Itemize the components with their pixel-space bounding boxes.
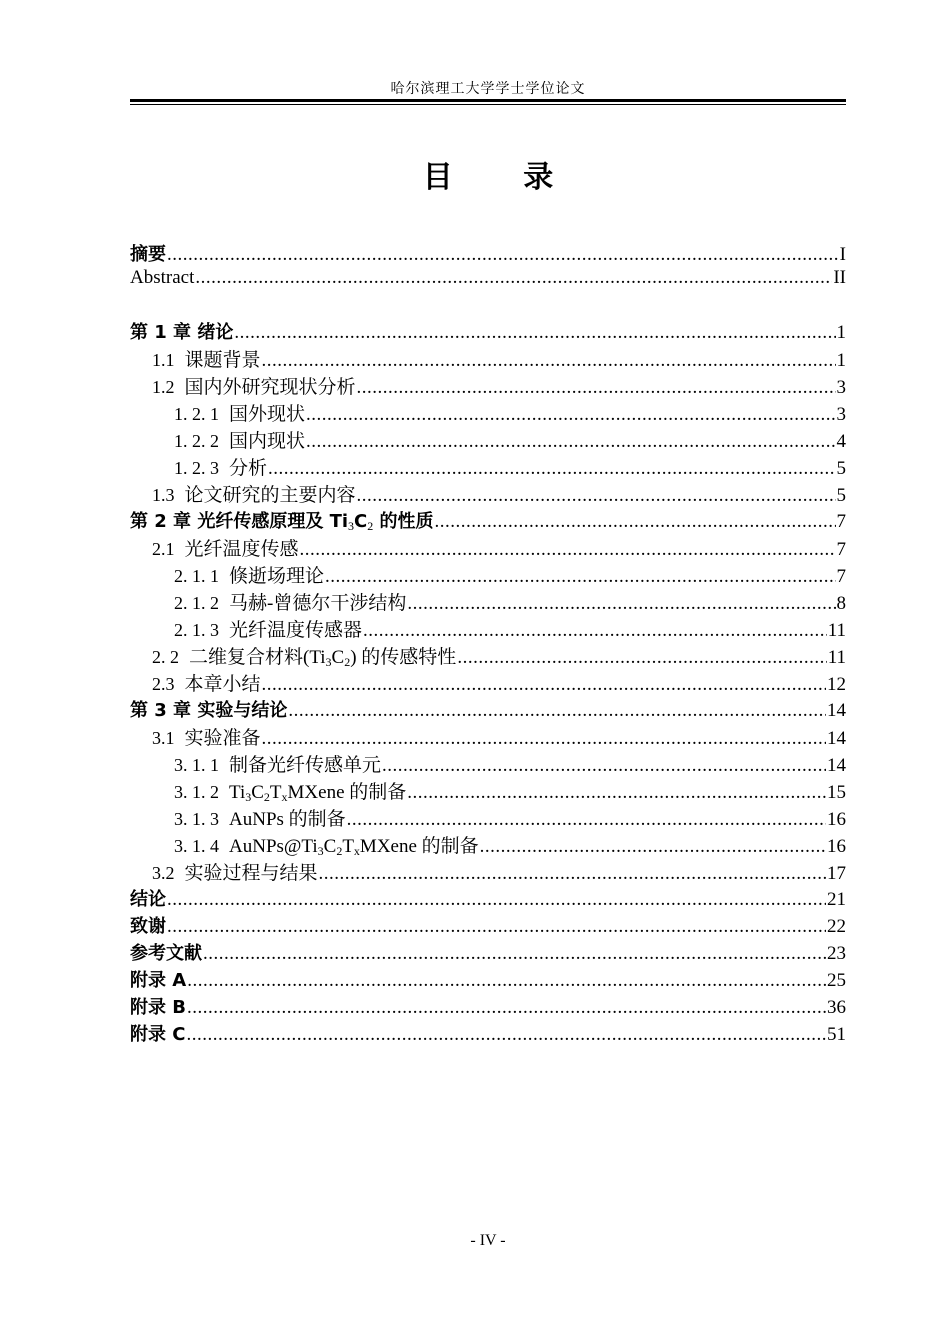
toc-leader-dots [306,404,835,426]
toc-leader-dots [268,458,835,480]
toc-leader-dots [407,782,826,804]
toc-entry-label: 光纤温度传感 [184,539,299,560]
toc-leader-dots [195,267,832,289]
toc-entry[interactable] [130,453,846,480]
toc-entry-label: Abstract [130,267,195,288]
toc-entry-page: 1 [836,322,846,343]
toc-entry-label: 制备光纤传感单元 [229,755,382,776]
toc-entry-page: 3 [836,377,846,398]
toc-leader-dots [234,322,835,344]
toc-entry-page: 8 [836,593,846,614]
toc-entry[interactable] [130,588,846,615]
toc-entry-page: 23 [827,943,846,964]
toc-entry-page: 14 [827,700,846,721]
toc-entry-number: 2.1 [152,539,175,559]
toc-entry-label: 分析 [229,458,268,479]
toc-entry-label: AuNPs 的制备 [229,809,346,830]
toc-title: 目 录 [422,160,584,195]
toc-leader-dots [325,566,835,588]
toc-entry-page: 5 [836,485,846,506]
toc-entry-number: 2. 1. 1 [174,566,219,586]
toc-entry[interactable] [130,966,846,993]
toc-leader-dots [319,863,826,885]
toc-entry-number: 3. 1. 2 [174,782,219,802]
toc-entry-number: 3. 1. 4 [174,836,219,856]
toc-entry-number: 2. 1. 2 [174,593,219,613]
toc-entry-label: 结论 [130,889,166,910]
toc-entry-page: 21 [827,889,846,910]
toc-entry-page: 22 [827,916,846,937]
toc-entry-page: 36 [827,997,846,1018]
toc-entry-number: 1. 2. 2 [174,431,219,451]
toc-entry[interactable] [130,669,846,696]
toc-entry-label: 第 2 章 光纤传感原理及 $Ti_3C_2$ 的性质 [130,511,434,533]
toc-entry-page: 14 [827,755,846,776]
toc-leader-dots [347,809,826,831]
toc-entry[interactable] [130,267,846,294]
toc-entry[interactable] [130,399,846,426]
toc-leader-dots [167,244,839,266]
toc-leader-dots [203,943,826,965]
toc-leader-dots [407,593,835,615]
toc-entry-number: 3.1 [152,728,175,748]
toc-entry-label: 摘要 [130,244,166,265]
toc-entry-label: 马赫-曾德尔干涉结构 [229,593,407,614]
toc-entry-page: 51 [827,1024,846,1045]
toc-entry-label: 第 3 章 实验与结论 [130,700,288,721]
toc-entry-page: I [839,244,846,265]
toc-entry[interactable] [130,993,846,1020]
toc-entry-page: 15 [827,782,846,803]
toc-entry[interactable] [130,345,846,372]
table-of-contents [130,240,846,1047]
toc-entry[interactable] [130,831,846,858]
toc-entry-label: 第 1 章 绪论 [130,322,234,343]
toc-leader-dots [457,647,826,669]
toc-entry-number: 3.2 [152,863,175,883]
toc-entry-label: 光纤温度传感器 [229,620,363,641]
toc-entry-number: 3. 1. 1 [174,755,219,775]
toc-entry[interactable] [130,804,846,831]
toc-entry[interactable] [130,777,846,804]
toc-entry[interactable] [130,1020,846,1047]
toc-entry-page: 16 [827,809,846,830]
toc-entry[interactable] [130,534,846,561]
toc-entry-number: 2. 2 [152,647,179,667]
toc-entry-label: 附录 A [130,970,187,991]
toc-entry-page: 25 [827,970,846,991]
toc-entry-page: 17 [827,863,846,884]
toc-entry[interactable] [130,480,846,507]
header-rule-thin [130,104,846,105]
toc-entry-label: 国外现状 [229,404,306,425]
toc-leader-dots [382,755,826,777]
toc-entry-label: 论文研究的主要内容 [184,485,356,506]
toc-entry[interactable] [130,561,846,588]
toc-entry-page: 7 [836,511,846,532]
toc-entry-page: 16 [827,836,846,857]
toc-entry-label: 二维复合材料$(Ti_3C_2)$ 的传感特性 [189,647,457,669]
toc-leader-dots [357,485,836,507]
toc-entry-label: 附录 C [130,1024,186,1045]
toc-entry-number: 2. 1. 3 [174,620,219,640]
toc-entry-number: 1. 2. 1 [174,404,219,424]
toc-entry[interactable] [130,426,846,453]
toc-entry-number: 1. 2. 3 [174,458,219,478]
toc-leader-dots [262,674,826,696]
toc-entry-number: 1.1 [152,350,175,370]
toc-entry-page: 3 [836,404,846,425]
toc-entry[interactable] [130,240,846,267]
toc-entry-label: 课题背景 [184,350,261,371]
toc-leader-dots [262,350,836,372]
toc-entry-page: 14 [827,728,846,749]
toc-entry[interactable] [130,858,846,885]
toc-leader-dots [363,620,827,642]
toc-leader-dots [306,431,835,453]
toc-entry-page: 4 [836,431,846,452]
toc-leader-dots [187,970,826,992]
toc-entry[interactable] [130,939,846,966]
toc-entry-label: 致谢 [130,916,166,937]
toc-entry-label: $AuNPs@Ti_3C_2T_xMXene$ 的制备 [229,836,479,858]
toc-entry[interactable] [130,696,846,723]
toc-leader-dots [187,997,826,1019]
toc-entry[interactable] [130,507,846,534]
toc-entry-label: 实验过程与结果 [184,863,318,884]
toc-leader-dots [300,539,836,561]
toc-entry-page: 5 [836,458,846,479]
toc-entry-label: 附录 B [130,997,186,1018]
toc-entry-number: 1.3 [152,485,175,505]
page-number: - IV - [470,1232,506,1249]
toc-entry-number: 2.3 [152,674,175,694]
toc-entry-page: 1 [836,350,846,371]
toc-leader-dots [480,836,826,858]
toc-entry[interactable] [130,885,846,912]
toc-entry-page: 12 [827,674,846,695]
toc-entry-label: 国内外研究现状分析 [184,377,356,398]
toc-leader-dots [357,377,836,399]
toc-entry[interactable] [130,642,846,669]
page-header: 哈尔滨理工大学学士学位论文 [390,82,586,97]
toc-entry-page: 7 [836,566,846,587]
toc-entry-label: 倏逝场理论 [229,566,325,587]
toc-leader-dots [186,1024,826,1046]
toc-entry-page: 11 [827,647,846,668]
toc-entry-number: 3. 1. 3 [174,809,219,829]
toc-leader-dots [167,916,826,938]
toc-leader-dots [167,889,826,911]
toc-entry-label: 国内现状 [229,431,306,452]
toc-entry-page: 11 [827,620,846,641]
toc-entry[interactable] [130,372,846,399]
toc-leader-dots [288,700,826,722]
toc-entry-label: 本章小结 [184,674,261,695]
toc-entry-number: 1.2 [152,377,175,397]
toc-leader-dots [262,728,826,750]
toc-entry[interactable] [130,750,846,777]
toc-leader-dots [435,511,836,533]
toc-entry-label: $Ti_3C_2T_xMXene$ 的制备 [229,782,407,804]
toc-entry-label: 实验准备 [184,728,261,749]
toc-entry[interactable] [130,723,846,750]
toc-entry-page: II [833,267,846,288]
toc-entry-page: 7 [836,539,846,560]
toc-entry-label: 参考文献 [130,943,202,964]
toc-entry[interactable] [130,318,846,345]
toc-entry[interactable] [130,615,846,642]
toc-entry[interactable] [130,912,846,939]
header-rule-thick [130,99,846,102]
